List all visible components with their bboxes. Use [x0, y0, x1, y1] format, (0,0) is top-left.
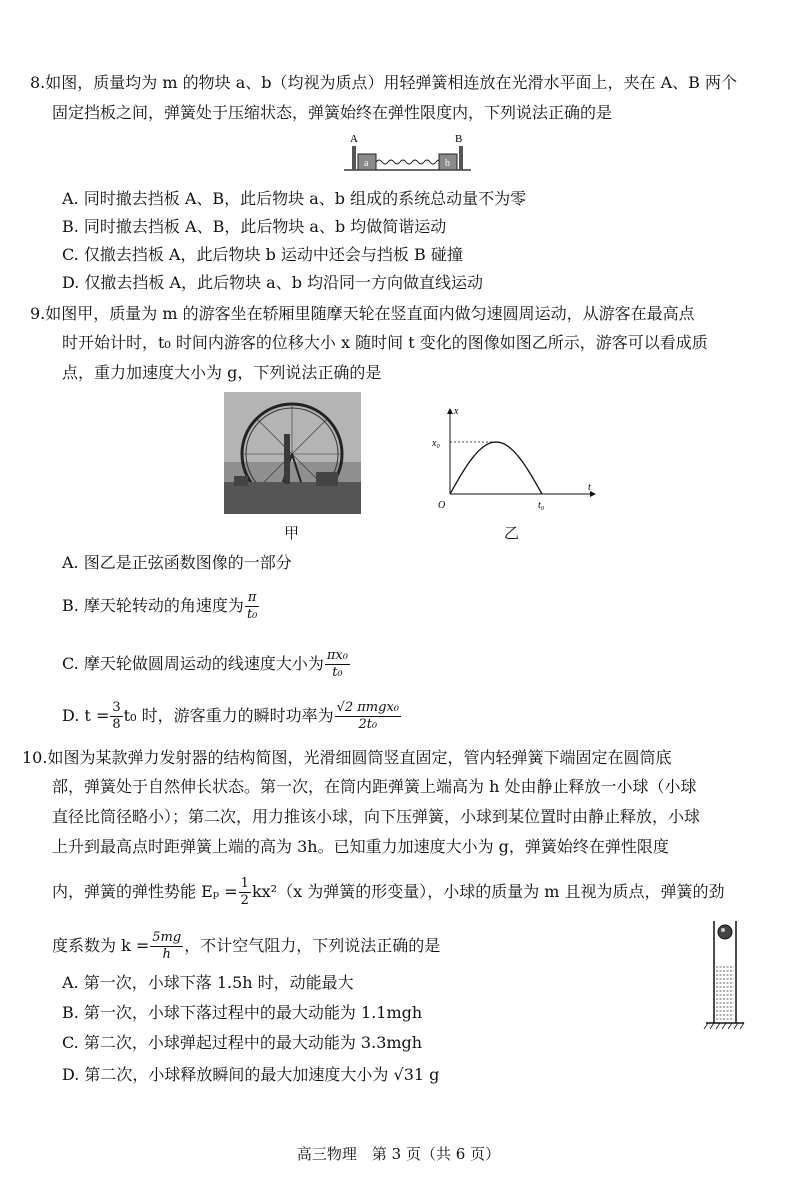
q10-stem-line4: 上升到最高点时距弹簧上端的高为 3h。已知重力加速度大小为 g，弹簧始终在弹性限度 [52, 837, 669, 856]
q8-label-A: A [350, 133, 358, 145]
q8-wall-A [352, 146, 356, 170]
q10-stem-line5: 内，弹簧的弹性势能 Eₚ = $\frac{1}{2}$ kx²（x 为弹簧的形变量），小球的质量为 m 且视为质点，弹簧的劲 [52, 876, 725, 908]
q10-number: 10. [22, 748, 48, 767]
q9-number: 9. [30, 304, 46, 323]
q9-stem-line1: 9.如图甲，质量为 m 的游客坐在轿厢里随摩天轮在竖直面内做匀速圆周运动，从游客在最高点 [30, 304, 695, 323]
q8-option-c: C. 仅撤去挡板 A，此后物块 b 运动中还会与挡板 B 碰撞 [62, 245, 463, 264]
q9-option-a: A. 图乙是正弦函数图像的一部分 [62, 553, 292, 572]
q10-launcher-figure [700, 915, 750, 1035]
q10-option-c: C. 第二次，小球弹起过程中的最大动能为 3.3mgh [62, 1033, 423, 1052]
q10-option-a: A. 第一次，小球下落 1.5h 时，动能最大 [62, 973, 354, 992]
q8-label-a: a [364, 158, 369, 169]
q10-option-d: D. 第二次，小球释放瞬间的最大加速度大小为 √31 g [62, 1065, 440, 1084]
q9-axis-t-label: t [588, 482, 591, 493]
q10-k-fraction: $\frac{5mg}{h}$ [152, 930, 182, 962]
q8-number: 8. [30, 73, 46, 92]
q9-option-b: B. 摩天轮转动的角速度为 $\frac{\pi}{\text{t₀}}$ [62, 590, 258, 622]
q9-option-d-fraction-power: $\frac{\text{√2 πmgx₀}}{\text{2t₀}}$ [336, 700, 400, 732]
q8-label-b: b [445, 158, 450, 169]
q8-option-a: A. 同时撤去挡板 A、B，此后物块 a、b 组成的系统总动量不为零 [62, 189, 527, 208]
q10-spring [716, 967, 734, 1019]
page-footer: 高三物理 第 3 页（共 6 页） [296, 1145, 501, 1163]
q9-t0-label: t₀ [538, 500, 545, 511]
q10-ball [718, 925, 732, 939]
q8-option-b: B. 同时撤去挡板 A、B，此后物块 a、b 均做简谐运动 [62, 217, 447, 236]
q9-option-d: D. t = $\frac{3}{8}$ t₀ 时，游客重力的瞬时功率为 $\frac{\text{√2 πmgx₀}}{\text{2t₀}}$ [62, 700, 400, 732]
q10-stem-line6: 度系数为 k = $\frac{5mg}{h}$ ，不计空气阻力，下列说法正确的是 [52, 930, 441, 962]
q8-wall-B [459, 146, 463, 170]
q9-option-c: C. 摩天轮做圆周运动的线速度大小为 $\frac{\text{πx₀}}{\text{t₀}}$ [62, 648, 348, 680]
q10-option-b: B. 第一次，小球下落过程中的最大动能为 1.1mgh [62, 1003, 423, 1022]
q9-option-c-fraction: $\frac{\text{πx₀}}{\text{t₀}}$ [326, 648, 348, 680]
q8-stem-line2: 固定挡板之间，弹簧处于压缩状态，弹簧始终在弹性限度内，下列说法正确的是 [52, 103, 613, 122]
q9-photo-ferris-wheel [224, 392, 361, 514]
q10-stem-line1: 10.如图为某款弹力发射器的结构简图，光滑细圆筒竖直固定，管内轻弹簧下端固定在圆筒底 [22, 748, 672, 767]
q9-origin-label: O [438, 500, 446, 511]
q8-stem-line1: 8.如图，质量均为 m 的物块 a、b（均视为质点）用轻弹簧相连放在光滑水平面上，夹在 A、B 两个 [30, 73, 737, 92]
q9-axis-x-label: x [454, 406, 459, 417]
q9-caption-jia: 甲 [284, 524, 300, 542]
q8-label-B: B [455, 133, 463, 145]
q9-x0-label: x₀ [432, 438, 440, 449]
q9-option-d-fraction-time: $\frac{3}{8}$ [112, 700, 121, 732]
q9-stem-line2: 时开始计时，t₀ 时间内游客的位移大小 x 随时间 t 变化的图像如图乙所示，游客可以看成质 [62, 333, 708, 352]
q10-stem-line2: 部，弹簧处于自然伸长状态。第一次，在筒内距弹簧上端高为 h 处由静止释放一小球（小球 [52, 777, 697, 796]
q8-option-d: D. 仅撤去挡板 A，此后物块 a、b 均沿同一方向做直线运动 [62, 273, 484, 292]
q9-graph-x-t [428, 406, 598, 514]
q9-option-b-fraction: $\frac{\pi}{\text{t₀}}$ [246, 590, 258, 622]
q9-stem-line3: 点，重力加速度大小为 g，下列说法正确的是 [62, 363, 382, 382]
q9-caption-yi: 乙 [504, 524, 520, 542]
q8-figure-blocks-spring [340, 130, 475, 176]
q10-energy-fraction: $\frac{1}{2}$ [240, 876, 249, 908]
q10-stem-line3: 直径比筒径略小）；第二次，用力推该小球，向下压弹簧，小球到某位置时由静止释放，小球 [52, 807, 701, 826]
q9-displacement-curve [450, 442, 542, 494]
